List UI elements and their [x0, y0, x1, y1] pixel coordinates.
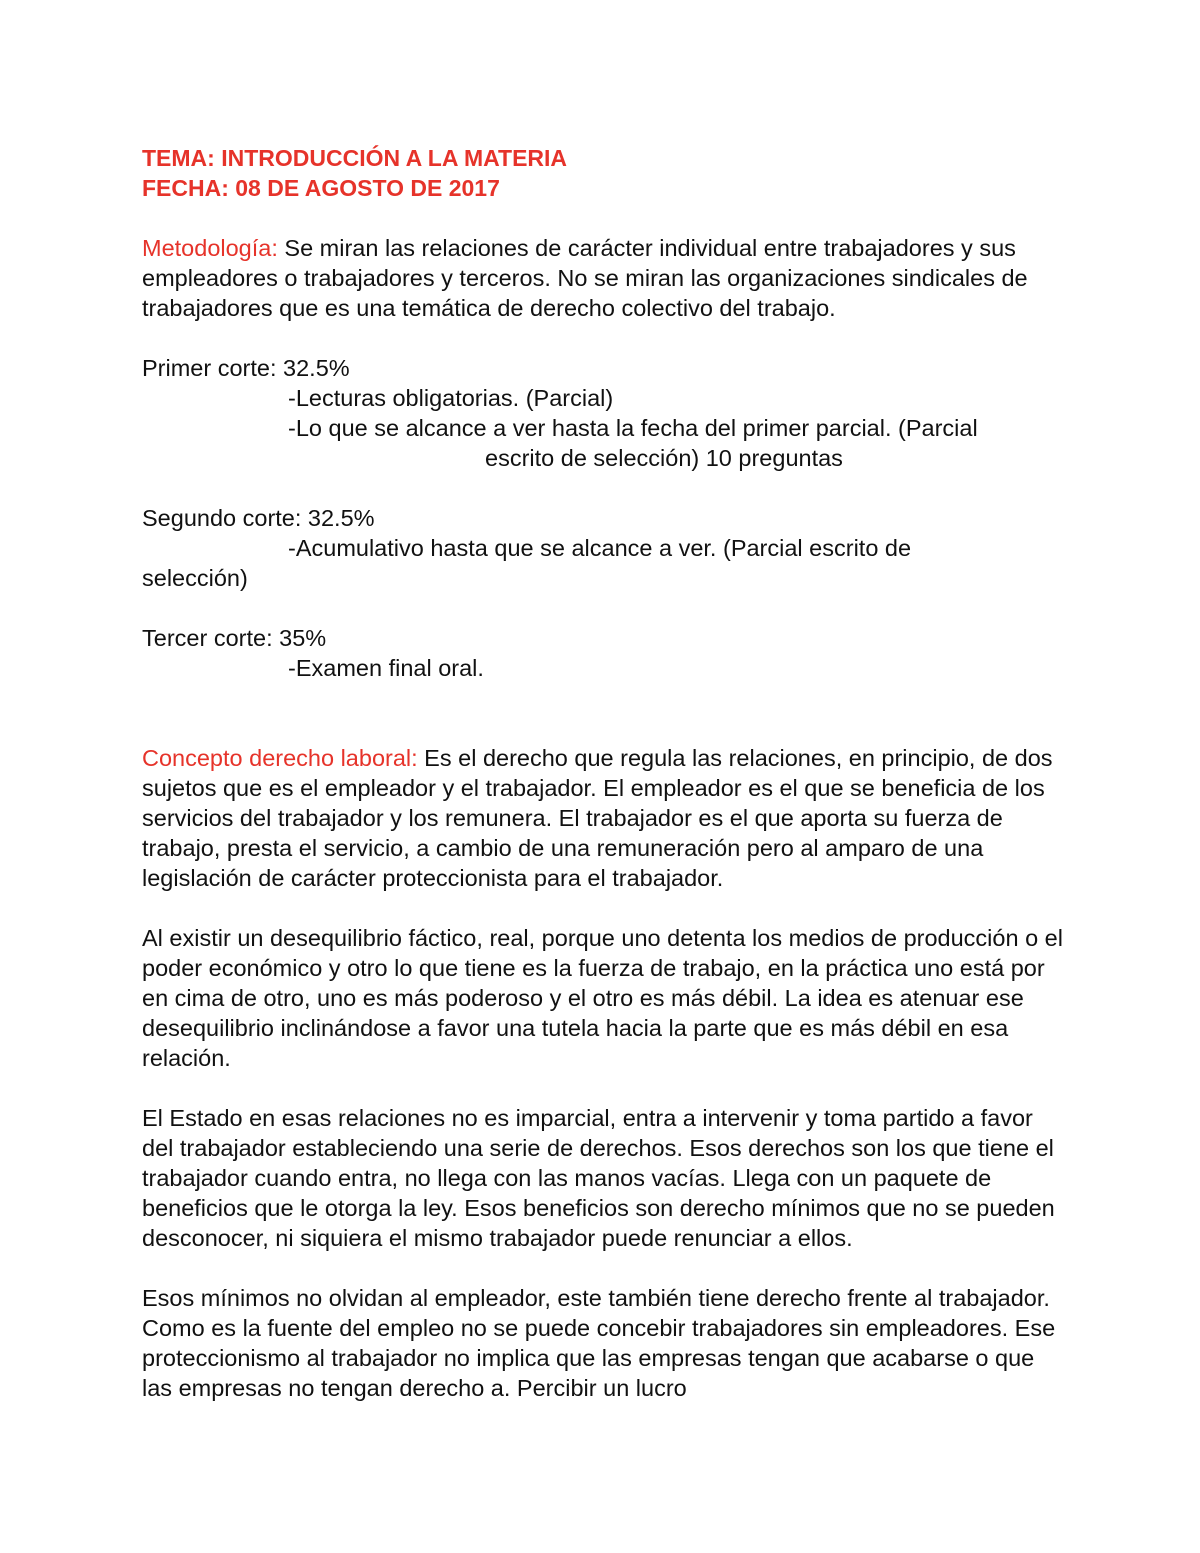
tema-heading: TEMA: INTRODUCCIÓN A LA MATERIA [142, 145, 568, 171]
spacer [142, 1253, 1067, 1283]
segundo-corte-item-1-cont: selección) [142, 565, 248, 591]
primer-corte-item-2-cont: escrito de selección) 10 preguntas [485, 445, 843, 471]
segundo-corte-title: Segundo corte: 32.5% [142, 505, 375, 531]
spacer [142, 593, 1067, 623]
tercer-corte-title: Tercer corte: 35% [142, 625, 327, 651]
spacer [142, 683, 1067, 743]
metodologia-text: Se miran las relaciones de carácter individual entre trabajadores y sus empleadores o trabajadores y terceros. No se miran las organizaciones sindicales de trabajadores que es una temática de derecho colectivo del trabajo. [142, 235, 1028, 321]
spacer [142, 323, 1067, 353]
metodologia-paragraph [142, 233, 1067, 323]
concepto-paragraph [142, 743, 1067, 893]
concepto-label: Concepto derecho laboral: [142, 745, 418, 771]
primer-corte-item-2: -Lo que se alcance a ver hasta la fecha del primer parcial. (Parcial [288, 415, 978, 441]
body-paragraph-2: El Estado en esas relaciones no es imparcial, entra a intervenir y toma partido a favor del trabajador estableciendo una serie de derechos. Esos derechos son los que tiene el trabajador cuando entra, no llega con las manos vacías. Llega con un paquete de beneficios que le otorga la ley. Esos beneficios son derecho mínimos que no se pueden desconocer, ni siquiera el mismo trabajador puede renunciar a ellos. [142, 1105, 1055, 1251]
fecha-heading: FECHA: 08 DE AGOSTO DE 2017 [142, 175, 500, 201]
segundo-corte-item-1: -Acumulativo hasta que se alcance a ver. (Parcial escrito de [288, 535, 912, 561]
document-content [142, 143, 1067, 1403]
spacer [142, 1073, 1067, 1103]
metodologia-label: Metodología: [142, 235, 278, 261]
spacer [142, 893, 1067, 923]
body-paragraph-3: Esos mínimos no olvidan al empleador, este también tiene derecho frente al trabajador. Como es la fuente del empleo no se puede concebir trabajadores sin empleadores. Ese proteccionismo al trabajador no implica que las empresas tengan que acabarse o que las empresas no tengan derecho a. Percibir un lucro [142, 1285, 1056, 1401]
spacer [142, 473, 1067, 503]
body-paragraph-1: Al existir un desequilibrio fáctico, real, porque uno detenta los medios de producción o el poder económico y otro lo que tiene es la fuerza de trabajo, en la práctica uno está por en cima de otro, uno es más poderoso y el otro es más débil. La idea es atenuar ese desequilibrio inclinándose a favor una tutela hacia la parte que es más débil en esa relación. [142, 925, 1063, 1071]
primer-corte-title: Primer corte: 32.5% [142, 355, 350, 381]
tercer-corte-item-1: -Examen final oral. [288, 655, 484, 681]
spacer [142, 203, 1067, 233]
concepto-text: Es el derecho que regula las relaciones, en principio, de dos sujetos que es el empleador y el trabajador. El empleador es el que se beneficia de los servicios del trabajador y los remunera. El trabajador es el que aporta su fuerza de trabajo, presta el servicio, a cambio de una remuneración pero al amparo de una legislación de carácter proteccionista para el trabajador. [142, 745, 1053, 891]
primer-corte-item-1: -Lecturas obligatorias. (Parcial) [288, 385, 614, 411]
